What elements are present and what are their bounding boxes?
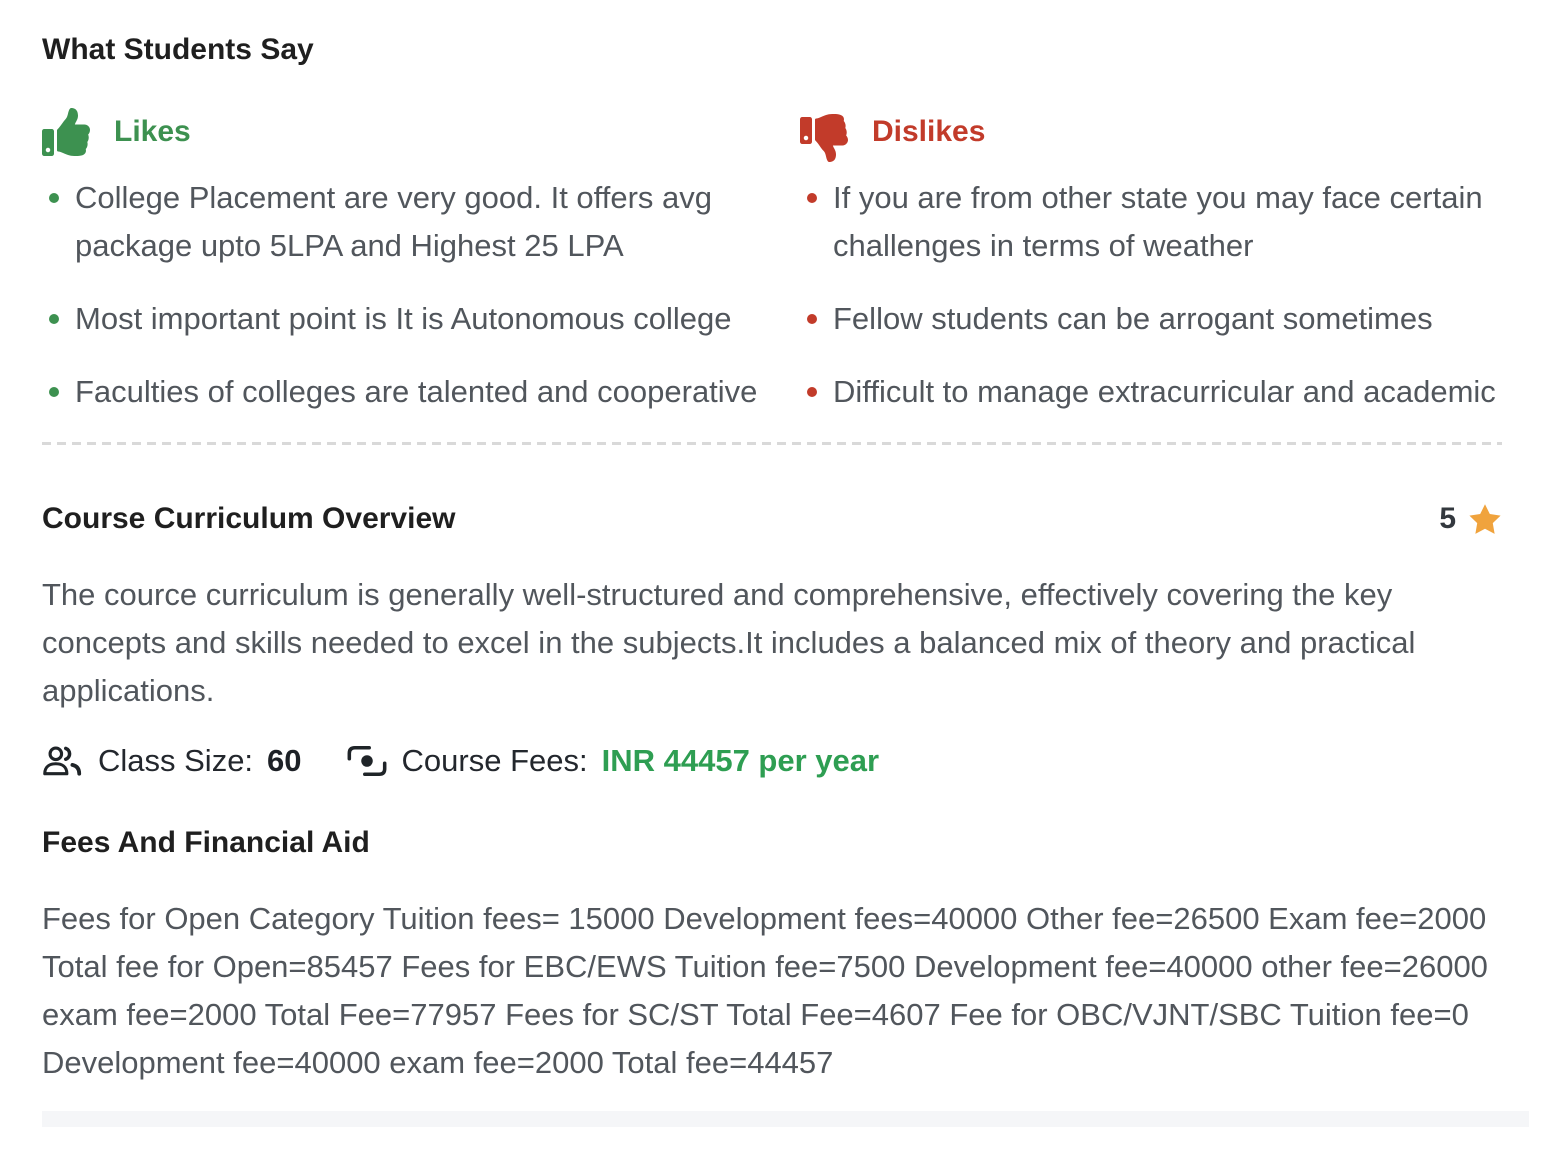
- course-curriculum-title: Course Curriculum Overview: [42, 502, 456, 535]
- dislikes-item: [800, 174, 1502, 270]
- likes-item: [42, 174, 762, 270]
- course-rating: [1439, 502, 1502, 536]
- likes-label: Likes: [114, 115, 191, 148]
- dislikes-item-text: Fellow students can be arrogant sometimes: [833, 301, 1433, 336]
- dislikes-item: [800, 295, 1502, 343]
- course-fees-label: Course Fees:: [401, 743, 588, 778]
- class-size-meta: [42, 743, 302, 779]
- bullet-dot: [807, 314, 817, 324]
- what-students-say-title: What Students Say: [42, 33, 314, 66]
- likes-item-text: College Placement are very good. It offers avg package upto 5LPA and Highest 25 LPA: [75, 180, 712, 263]
- dislikes-label: Dislikes: [872, 115, 986, 148]
- likes-dislikes-columns: [42, 70, 1502, 416]
- class-size-label: Class Size:: [98, 743, 254, 778]
- likes-item-text: Faculties of colleges are talented and cooperative: [75, 374, 758, 409]
- thumbs-up-icon: [42, 108, 90, 156]
- dislikes-item: [800, 368, 1502, 416]
- course-curriculum-header: [42, 499, 1502, 539]
- likes-item: [42, 368, 762, 416]
- bullet-dot: [807, 193, 817, 203]
- dislikes-item-text: Difficult to manage extracurricular and academic: [833, 374, 1496, 409]
- bullet-dot: [49, 193, 59, 203]
- likes-list: [42, 174, 762, 416]
- rating-value: 5: [1439, 502, 1456, 535]
- dislikes-item-text: If you are from other state you may face certain challenges in terms of weather: [833, 180, 1483, 263]
- likes-column: [42, 70, 762, 416]
- fees-title: Fees And Financial Aid: [42, 826, 370, 859]
- dislikes-column: [800, 70, 1502, 416]
- star-icon: [1468, 502, 1502, 536]
- class-size-value: 60: [267, 743, 302, 778]
- next-section-bar: [42, 1111, 1529, 1127]
- course-fees-value: INR 44457 per year: [601, 743, 880, 778]
- dislikes-header: [800, 110, 1502, 154]
- dislikes-list: [800, 174, 1502, 416]
- fees-description: Fees for Open Category Tuition fees= 15000 Development fees=40000 Other fee=26500 Exam fee=2000 Total fee for Open=85457 Fees for EBC/EWS Tuition fee=7500 Development fee=40000 other fee=26000 exam fee=2000 Total Fee=77957 Fees for SC/ST Total Fee=4607 Fee for OBC/VJNT/SBC Tuition fee=0 Development fee=40000 exam fee=2000 Total fee=44457: [42, 901, 1488, 1080]
- course-description: The cource curriculum is generally well-structured and comprehensive, effectively covering the key concepts and skills needed to excel in the subjects.It includes a balanced mix of theory and practical applications.: [42, 577, 1416, 708]
- course-meta-row: [42, 739, 1502, 783]
- bullet-dot: [807, 387, 817, 397]
- course-fees-meta: [346, 743, 880, 779]
- money-icon: [346, 744, 388, 778]
- thumbs-down-icon: [800, 114, 848, 162]
- people-icon: [42, 744, 84, 778]
- likes-item: [42, 295, 762, 343]
- dashed-divider: [42, 442, 1502, 445]
- likes-header: [42, 110, 762, 154]
- bullet-dot: [49, 387, 59, 397]
- bullet-dot: [49, 314, 59, 324]
- likes-item-text: Most important point is It is Autonomous college: [75, 301, 732, 336]
